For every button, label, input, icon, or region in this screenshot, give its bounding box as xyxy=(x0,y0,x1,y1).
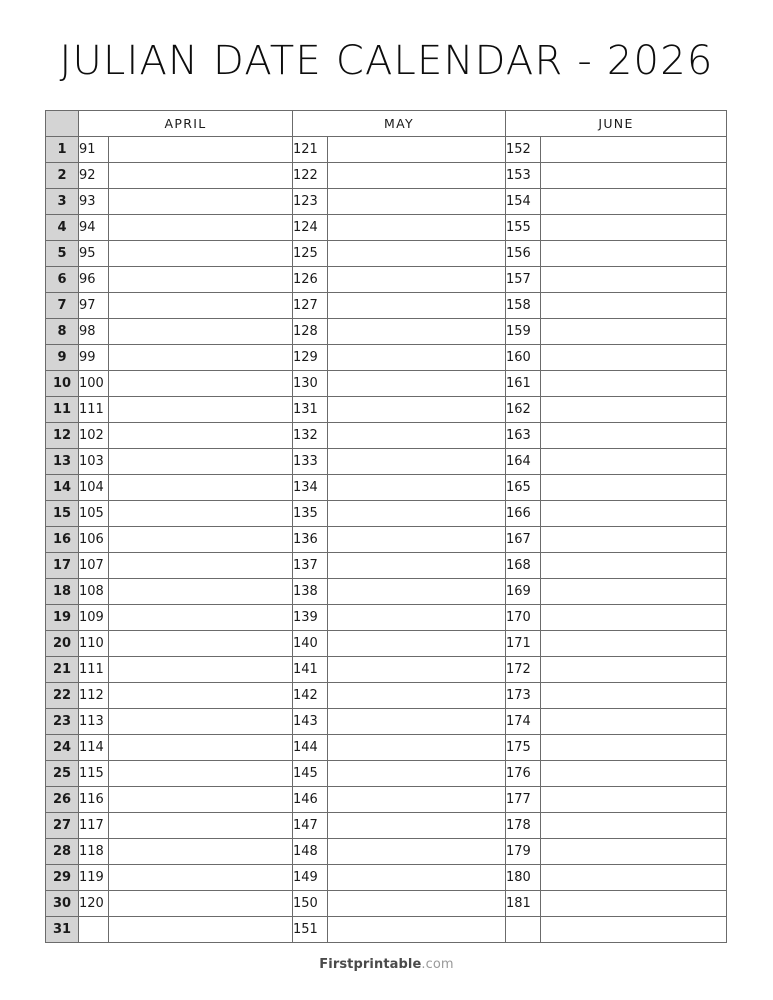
julian-number-cell-may: 123 xyxy=(293,189,328,215)
day-number-cell: 30 xyxy=(46,891,79,917)
day-number-cell: 26 xyxy=(46,787,79,813)
julian-number-cell-april: 94 xyxy=(79,215,109,241)
julian-number-cell-may: 129 xyxy=(293,345,328,371)
julian-number-cell-april: 107 xyxy=(79,553,109,579)
julian-number-cell-may: 144 xyxy=(293,735,328,761)
julian-number-cell-june: 159 xyxy=(506,319,541,345)
day-number-cell: 6 xyxy=(46,267,79,293)
julian-number-cell-june: 156 xyxy=(506,241,541,267)
note-cell-may[interactable] xyxy=(328,813,506,839)
julian-number-cell-june: 169 xyxy=(506,579,541,605)
julian-number-cell-may: 146 xyxy=(293,787,328,813)
julian-number-cell-june: 181 xyxy=(506,891,541,917)
note-cell-may[interactable] xyxy=(328,475,506,501)
note-cell-april[interactable] xyxy=(109,787,293,813)
note-cell-june[interactable] xyxy=(541,423,727,449)
julian-number-cell-june: 175 xyxy=(506,735,541,761)
julian-number-cell-june: 178 xyxy=(506,813,541,839)
month-header-june: JUNE xyxy=(506,111,727,137)
julian-number-cell-june: 161 xyxy=(506,371,541,397)
day-number-cell: 31 xyxy=(46,917,79,943)
note-cell-may[interactable] xyxy=(328,605,506,631)
julian-number-cell-april: 109 xyxy=(79,605,109,631)
table-row xyxy=(46,293,727,319)
note-cell-april[interactable] xyxy=(109,709,293,735)
note-cell-june[interactable] xyxy=(541,137,727,163)
julian-number-cell-april: 104 xyxy=(79,475,109,501)
note-cell-june[interactable] xyxy=(541,527,727,553)
table-row xyxy=(46,579,727,605)
note-cell-may[interactable] xyxy=(328,553,506,579)
julian-number-cell-may: 122 xyxy=(293,163,328,189)
julian-number-cell-april: 97 xyxy=(79,293,109,319)
note-cell-may[interactable] xyxy=(328,631,506,657)
table-row xyxy=(46,631,727,657)
julian-number-cell-may: 143 xyxy=(293,709,328,735)
corner-header-cell xyxy=(46,111,79,137)
note-cell-april[interactable] xyxy=(109,397,293,423)
julian-number-cell-june: 163 xyxy=(506,423,541,449)
julian-number-cell-june: 162 xyxy=(506,397,541,423)
day-number-cell: 2 xyxy=(46,163,79,189)
julian-number-cell-may: 121 xyxy=(293,137,328,163)
note-cell-april[interactable] xyxy=(109,189,293,215)
note-cell-june[interactable] xyxy=(541,293,727,319)
note-cell-june[interactable] xyxy=(541,215,727,241)
note-cell-may[interactable] xyxy=(328,787,506,813)
note-cell-may[interactable] xyxy=(328,683,506,709)
julian-number-cell-april: 91 xyxy=(79,137,109,163)
table-row xyxy=(46,527,727,553)
day-number-cell: 8 xyxy=(46,319,79,345)
table-row xyxy=(46,241,727,267)
note-cell-may[interactable] xyxy=(328,501,506,527)
julian-number-cell-june: 166 xyxy=(506,501,541,527)
note-cell-may[interactable] xyxy=(328,527,506,553)
julian-number-cell-june: 154 xyxy=(506,189,541,215)
table-row xyxy=(46,917,727,943)
note-cell-april[interactable] xyxy=(109,605,293,631)
calendar-header-row xyxy=(46,111,727,137)
table-row xyxy=(46,345,727,371)
julian-number-cell-may: 147 xyxy=(293,813,328,839)
note-cell-april[interactable] xyxy=(109,449,293,475)
julian-number-cell-june: 164 xyxy=(506,449,541,475)
day-number-cell: 4 xyxy=(46,215,79,241)
note-cell-may[interactable] xyxy=(328,137,506,163)
note-cell-june[interactable] xyxy=(541,345,727,371)
julian-number-cell-may: 151 xyxy=(293,917,328,943)
julian-number-cell-may: 149 xyxy=(293,865,328,891)
table-row xyxy=(46,709,727,735)
julian-number-cell-june: 174 xyxy=(506,709,541,735)
note-cell-may[interactable] xyxy=(328,917,506,943)
note-cell-june[interactable] xyxy=(541,449,727,475)
note-cell-june[interactable] xyxy=(541,475,727,501)
julian-number-cell-april: 103 xyxy=(79,449,109,475)
table-row xyxy=(46,553,727,579)
day-number-cell: 29 xyxy=(46,865,79,891)
note-cell-may[interactable] xyxy=(328,319,506,345)
julian-number-cell-may: 141 xyxy=(293,657,328,683)
note-cell-april[interactable] xyxy=(109,163,293,189)
note-cell-june[interactable] xyxy=(541,631,727,657)
table-row xyxy=(46,839,727,865)
day-number-cell: 13 xyxy=(46,449,79,475)
table-row xyxy=(46,891,727,917)
day-number-cell: 17 xyxy=(46,553,79,579)
julian-number-cell-may: 137 xyxy=(293,553,328,579)
julian-number-cell-june: 173 xyxy=(506,683,541,709)
note-cell-june[interactable] xyxy=(541,865,727,891)
brand-tld: .com xyxy=(421,957,454,972)
julian-number-cell-april xyxy=(79,917,109,943)
julian-number-cell-april: 118 xyxy=(79,839,109,865)
julian-number-cell-may: 128 xyxy=(293,319,328,345)
julian-number-cell-june: 155 xyxy=(506,215,541,241)
note-cell-april[interactable] xyxy=(109,579,293,605)
julian-number-cell-april: 117 xyxy=(79,813,109,839)
note-cell-may[interactable] xyxy=(328,761,506,787)
note-cell-april[interactable] xyxy=(109,657,293,683)
note-cell-april[interactable] xyxy=(109,215,293,241)
calendar-table-container xyxy=(45,110,726,943)
note-cell-april[interactable] xyxy=(109,553,293,579)
julian-number-cell-may: 150 xyxy=(293,891,328,917)
calendar-body xyxy=(46,137,727,943)
note-cell-april[interactable] xyxy=(109,423,293,449)
note-cell-june[interactable] xyxy=(541,761,727,787)
julian-number-cell-april: 112 xyxy=(79,683,109,709)
note-cell-may[interactable] xyxy=(328,891,506,917)
note-cell-may[interactable] xyxy=(328,657,506,683)
note-cell-june[interactable] xyxy=(541,891,727,917)
day-number-cell: 15 xyxy=(46,501,79,527)
note-cell-june[interactable] xyxy=(541,813,727,839)
julian-number-cell-may: 140 xyxy=(293,631,328,657)
note-cell-may[interactable] xyxy=(328,865,506,891)
note-cell-may[interactable] xyxy=(328,735,506,761)
julian-number-cell-june: 177 xyxy=(506,787,541,813)
day-number-cell: 18 xyxy=(46,579,79,605)
day-number-cell: 7 xyxy=(46,293,79,319)
note-cell-april[interactable] xyxy=(109,761,293,787)
julian-number-cell-june: 180 xyxy=(506,865,541,891)
julian-number-cell-may: 127 xyxy=(293,293,328,319)
julian-number-cell-may: 138 xyxy=(293,579,328,605)
note-cell-june[interactable] xyxy=(541,579,727,605)
julian-number-cell-june: 168 xyxy=(506,553,541,579)
julian-number-cell-april: 105 xyxy=(79,501,109,527)
note-cell-may[interactable] xyxy=(328,449,506,475)
day-number-cell: 22 xyxy=(46,683,79,709)
julian-number-cell-april: 92 xyxy=(79,163,109,189)
table-row xyxy=(46,397,727,423)
note-cell-april[interactable] xyxy=(109,917,293,943)
table-row xyxy=(46,813,727,839)
julian-number-cell-june: 152 xyxy=(506,137,541,163)
note-cell-april[interactable] xyxy=(109,319,293,345)
note-cell-april[interactable] xyxy=(109,293,293,319)
day-number-cell: 16 xyxy=(46,527,79,553)
julian-number-cell-april: 111 xyxy=(79,397,109,423)
julian-number-cell-june xyxy=(506,917,541,943)
note-cell-may[interactable] xyxy=(328,709,506,735)
julian-number-cell-june: 170 xyxy=(506,605,541,631)
note-cell-may[interactable] xyxy=(328,293,506,319)
note-cell-june[interactable] xyxy=(541,319,727,345)
julian-number-cell-april: 116 xyxy=(79,787,109,813)
julian-number-cell-may: 134 xyxy=(293,475,328,501)
footer-brand xyxy=(0,957,773,973)
note-cell-may[interactable] xyxy=(328,423,506,449)
julian-number-cell-april: 102 xyxy=(79,423,109,449)
note-cell-june[interactable] xyxy=(541,371,727,397)
table-row xyxy=(46,501,727,527)
julian-number-cell-june: 158 xyxy=(506,293,541,319)
note-cell-may[interactable] xyxy=(328,579,506,605)
note-cell-june[interactable] xyxy=(541,839,727,865)
table-row xyxy=(46,683,727,709)
note-cell-april[interactable] xyxy=(109,345,293,371)
note-cell-april[interactable] xyxy=(109,683,293,709)
day-number-cell: 27 xyxy=(46,813,79,839)
note-cell-june[interactable] xyxy=(541,163,727,189)
page-title: JULIAN DATE CALENDAR - 2026 xyxy=(59,38,714,84)
julian-number-cell-april: 113 xyxy=(79,709,109,735)
julian-number-cell-may: 131 xyxy=(293,397,328,423)
julian-number-cell-may: 133 xyxy=(293,449,328,475)
table-row xyxy=(46,189,727,215)
note-cell-may[interactable] xyxy=(328,839,506,865)
table-row xyxy=(46,449,727,475)
table-row xyxy=(46,605,727,631)
note-cell-june[interactable] xyxy=(541,787,727,813)
note-cell-june[interactable] xyxy=(541,397,727,423)
day-number-cell: 11 xyxy=(46,397,79,423)
note-cell-april[interactable] xyxy=(109,865,293,891)
day-number-cell: 5 xyxy=(46,241,79,267)
julian-number-cell-april: 98 xyxy=(79,319,109,345)
note-cell-may[interactable] xyxy=(328,397,506,423)
julian-number-cell-april: 119 xyxy=(79,865,109,891)
note-cell-april[interactable] xyxy=(109,813,293,839)
note-cell-june[interactable] xyxy=(541,501,727,527)
julian-number-cell-may: 126 xyxy=(293,267,328,293)
table-row xyxy=(46,475,727,501)
day-number-cell: 23 xyxy=(46,709,79,735)
day-number-cell: 19 xyxy=(46,605,79,631)
note-cell-april[interactable] xyxy=(109,137,293,163)
note-cell-june[interactable] xyxy=(541,605,727,631)
note-cell-june[interactable] xyxy=(541,657,727,683)
julian-number-cell-june: 153 xyxy=(506,163,541,189)
julian-number-cell-june: 167 xyxy=(506,527,541,553)
note-cell-april[interactable] xyxy=(109,839,293,865)
julian-number-cell-may: 125 xyxy=(293,241,328,267)
julian-number-cell-may: 130 xyxy=(293,371,328,397)
day-number-cell: 9 xyxy=(46,345,79,371)
note-cell-april[interactable] xyxy=(109,241,293,267)
table-row xyxy=(46,735,727,761)
day-number-cell: 1 xyxy=(46,137,79,163)
note-cell-april[interactable] xyxy=(109,631,293,657)
day-number-cell: 21 xyxy=(46,657,79,683)
julian-number-cell-june: 172 xyxy=(506,657,541,683)
note-cell-may[interactable] xyxy=(328,345,506,371)
julian-number-cell-june: 179 xyxy=(506,839,541,865)
note-cell-may[interactable] xyxy=(328,215,506,241)
note-cell-june[interactable] xyxy=(541,917,727,943)
day-number-cell: 24 xyxy=(46,735,79,761)
julian-number-cell-april: 106 xyxy=(79,527,109,553)
julian-number-cell-may: 139 xyxy=(293,605,328,631)
table-row xyxy=(46,423,727,449)
note-cell-april[interactable] xyxy=(109,735,293,761)
julian-number-cell-april: 93 xyxy=(79,189,109,215)
day-number-cell: 14 xyxy=(46,475,79,501)
day-number-cell: 10 xyxy=(46,371,79,397)
note-cell-june[interactable] xyxy=(541,553,727,579)
month-header-april: APRIL xyxy=(79,111,293,137)
julian-number-cell-april: 96 xyxy=(79,267,109,293)
julian-number-cell-april: 99 xyxy=(79,345,109,371)
julian-number-cell-may: 135 xyxy=(293,501,328,527)
note-cell-april[interactable] xyxy=(109,475,293,501)
month-header-may: MAY xyxy=(293,111,506,137)
note-cell-april[interactable] xyxy=(109,527,293,553)
note-cell-april[interactable] xyxy=(109,891,293,917)
note-cell-may[interactable] xyxy=(328,241,506,267)
julian-number-cell-may: 124 xyxy=(293,215,328,241)
note-cell-june[interactable] xyxy=(541,683,727,709)
note-cell-june[interactable] xyxy=(541,735,727,761)
note-cell-may[interactable] xyxy=(328,371,506,397)
julian-number-cell-may: 132 xyxy=(293,423,328,449)
note-cell-may[interactable] xyxy=(328,267,506,293)
julian-number-cell-april: 100 xyxy=(79,371,109,397)
julian-number-cell-april: 95 xyxy=(79,241,109,267)
julian-number-cell-april: 114 xyxy=(79,735,109,761)
table-row xyxy=(46,319,727,345)
julian-calendar-table xyxy=(45,110,727,943)
table-row xyxy=(46,163,727,189)
julian-number-cell-april: 111 xyxy=(79,657,109,683)
julian-number-cell-april: 110 xyxy=(79,631,109,657)
julian-number-cell-april: 108 xyxy=(79,579,109,605)
table-row xyxy=(46,215,727,241)
julian-number-cell-june: 157 xyxy=(506,267,541,293)
julian-number-cell-june: 176 xyxy=(506,761,541,787)
note-cell-april[interactable] xyxy=(109,371,293,397)
table-row xyxy=(46,371,727,397)
table-row xyxy=(46,137,727,163)
note-cell-june[interactable] xyxy=(541,267,727,293)
note-cell-may[interactable] xyxy=(328,189,506,215)
note-cell-june[interactable] xyxy=(541,241,727,267)
julian-number-cell-may: 142 xyxy=(293,683,328,709)
day-number-cell: 28 xyxy=(46,839,79,865)
day-number-cell: 20 xyxy=(46,631,79,657)
day-number-cell: 25 xyxy=(46,761,79,787)
note-cell-june[interactable] xyxy=(541,189,727,215)
julian-number-cell-june: 171 xyxy=(506,631,541,657)
julian-number-cell-may: 148 xyxy=(293,839,328,865)
table-row xyxy=(46,865,727,891)
julian-number-cell-april: 120 xyxy=(79,891,109,917)
note-cell-june[interactable] xyxy=(541,709,727,735)
julian-number-cell-june: 165 xyxy=(506,475,541,501)
note-cell-april[interactable] xyxy=(109,501,293,527)
note-cell-april[interactable] xyxy=(109,267,293,293)
table-row xyxy=(46,267,727,293)
julian-number-cell-april: 115 xyxy=(79,761,109,787)
table-row xyxy=(46,657,727,683)
brand-name: Firstprintable xyxy=(319,957,422,972)
table-row xyxy=(46,787,727,813)
day-number-cell: 12 xyxy=(46,423,79,449)
table-row xyxy=(46,761,727,787)
day-number-cell: 3 xyxy=(46,189,79,215)
julian-number-cell-june: 160 xyxy=(506,345,541,371)
note-cell-may[interactable] xyxy=(328,163,506,189)
julian-number-cell-may: 136 xyxy=(293,527,328,553)
julian-number-cell-may: 145 xyxy=(293,761,328,787)
